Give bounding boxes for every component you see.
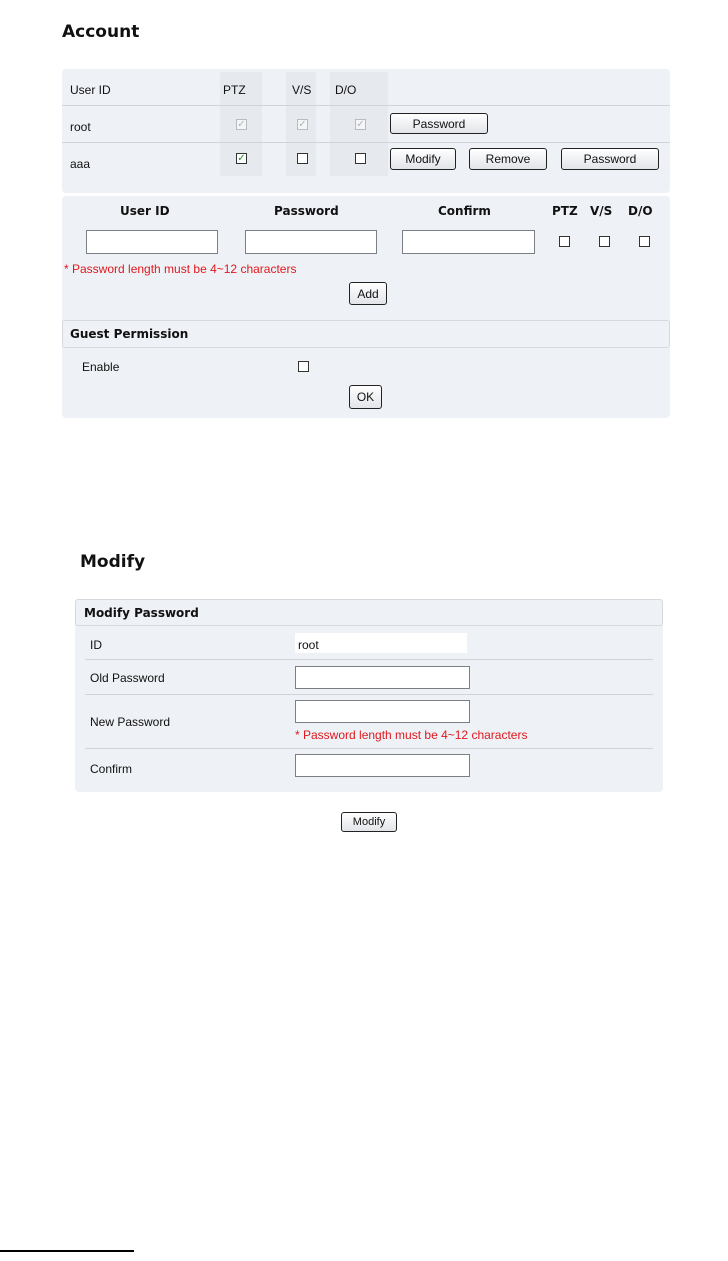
confirm-password-input[interactable] <box>295 754 470 777</box>
guest-enable-checkbox[interactable] <box>298 361 309 372</box>
do-checkbox[interactable] <box>355 153 366 164</box>
header-user-id: User ID <box>70 83 111 97</box>
add-header-user-id: User ID <box>120 204 170 218</box>
add-header-ptz: PTZ <box>552 204 578 218</box>
remove-button[interactable]: Remove <box>469 148 547 170</box>
new-do-checkbox[interactable] <box>639 236 650 247</box>
modify-submit-button[interactable]: Modify <box>341 812 397 832</box>
header-do: D/O <box>335 83 357 97</box>
add-button[interactable]: Add <box>349 282 387 305</box>
id-label: ID <box>90 638 102 652</box>
old-password-label: Old Password <box>90 671 165 685</box>
add-header-vs: V/S <box>590 204 613 218</box>
add-header-confirm: Confirm <box>438 204 491 218</box>
new-confirm-input[interactable] <box>402 230 535 254</box>
user-id-cell: aaa <box>70 157 91 171</box>
ptz-checkbox[interactable]: ✓ <box>237 118 246 130</box>
new-user-id-input[interactable] <box>86 230 218 254</box>
add-header-do: D/O <box>628 204 653 218</box>
table-row <box>62 143 670 177</box>
modify-title: Modify <box>80 552 146 572</box>
header-vs: V/S <box>292 83 312 97</box>
new-vs-checkbox[interactable] <box>599 236 610 247</box>
table-row <box>62 106 670 142</box>
ptz-checkbox[interactable]: ✓ <box>237 152 246 164</box>
user-table <box>62 69 670 193</box>
add-header-password: Password <box>274 204 339 218</box>
do-checkbox[interactable]: ✓ <box>356 118 365 130</box>
new-password-label: New Password <box>90 715 171 729</box>
guest-enable-label: Enable <box>82 360 120 374</box>
password-button[interactable]: Password <box>561 148 659 170</box>
user-id-cell: root <box>70 120 91 134</box>
guest-permission-title: Guest Permission <box>70 327 189 341</box>
divider <box>85 659 653 660</box>
modify-password-title: Modify Password <box>84 606 199 620</box>
ok-button[interactable]: OK <box>349 385 382 409</box>
password-length-note: * Password length must be 4~12 characters <box>64 262 297 276</box>
divider <box>85 748 653 749</box>
old-password-input[interactable] <box>295 666 470 689</box>
modify-password-header <box>75 599 663 626</box>
password-length-note: * Password length must be 4~12 characters <box>295 728 528 742</box>
confirm-label: Confirm <box>90 762 133 776</box>
password-button[interactable]: Password <box>390 113 488 134</box>
id-value-box <box>295 633 467 653</box>
guest-permission-header <box>62 320 670 348</box>
new-ptz-checkbox[interactable] <box>559 236 570 247</box>
new-password-input[interactable] <box>245 230 377 254</box>
add-user-form <box>62 196 670 418</box>
vs-checkbox[interactable] <box>297 153 308 164</box>
modify-password-form <box>75 599 663 792</box>
new-password-input[interactable] <box>295 700 470 723</box>
header-ptz: PTZ <box>223 83 246 97</box>
divider <box>85 694 653 695</box>
modify-button[interactable]: Modify <box>390 148 456 170</box>
vs-checkbox[interactable]: ✓ <box>298 118 307 130</box>
account-title: Account <box>62 22 140 42</box>
footnote-rule <box>0 1250 134 1252</box>
id-value: root <box>298 638 319 652</box>
